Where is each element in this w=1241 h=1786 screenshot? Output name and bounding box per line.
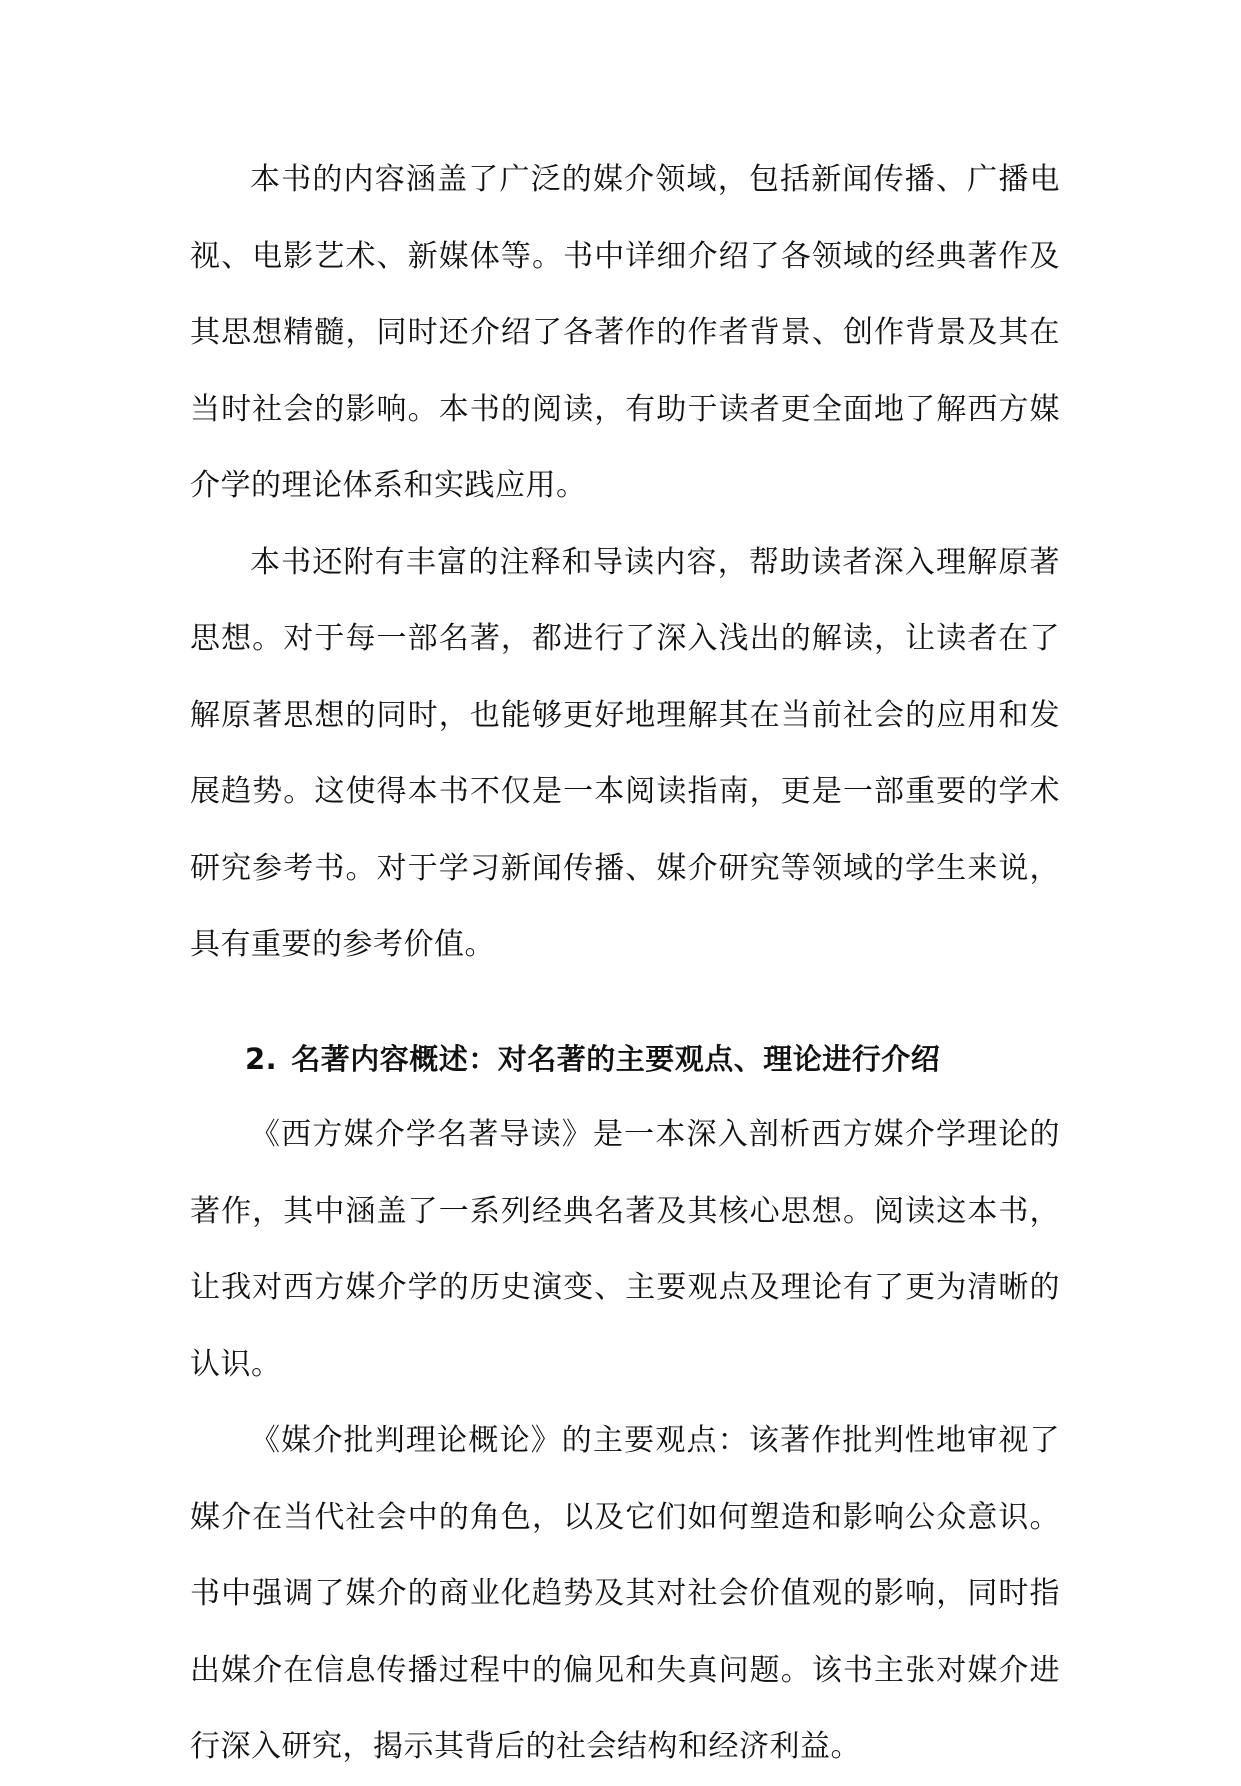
paragraph-media-critique: 《媒介批判理论概论》的主要观点：该著作批判性地审视了媒介在当代社会中的角色，以及它们如何塑造和影响公众意识。书中强调了媒介的商业化趋势及其对社会价值观的影响，同时指出媒介在信息传播过程中的偏见和失真问题。该书主张对媒介进行深入研究，揭示其背后的社会结构和经济利益。 bbox=[190, 1423, 1060, 1764]
paragraph-media-fields: 本书的内容涵盖了广泛的媒介领域，包括新闻传播、广播电视、电影艺术、新媒体等。书中详细介绍了各领域的经典著作及其思想精髓，同时还介绍了各著作的作者背景、创作背景及其在当时社会的影响。本书的阅读，有助于读者更全面地了解西方媒介学的理论体系和实践应用。 bbox=[190, 162, 1060, 503]
section-title: 名著内容概述：对名著的主要观点、理论进行介绍 bbox=[291, 1041, 941, 1076]
paragraph-annotations: 本书还附有丰富的注释和导读内容，帮助读者深入理解原著思想。对于每一部名著，都进行了深入浅出的解读，让读者在了解原著思想的同时，也能够更好地理解其在当前社会的应用和发展趋势。这使得本书不仅是一本阅读指南，更是一部重要的学术研究参考书。对于学习新闻传播、媒介研究等领域的学生来说，具有重要的参考价值。 bbox=[190, 544, 1060, 962]
paragraph-book-overview: 《西方媒介学名著导读》是一本深入剖析西方媒介学理论的著作，其中涵盖了一系列经典名著及其核心思想。阅读这本书，让我对西方媒介学的历史演变、主要观点及理论有了更为清晰的认识。 bbox=[190, 1117, 1060, 1382]
section-number: 2. bbox=[245, 1041, 278, 1076]
page-body bbox=[190, 142, 1060, 1786]
section-heading bbox=[190, 1021, 1060, 1098]
